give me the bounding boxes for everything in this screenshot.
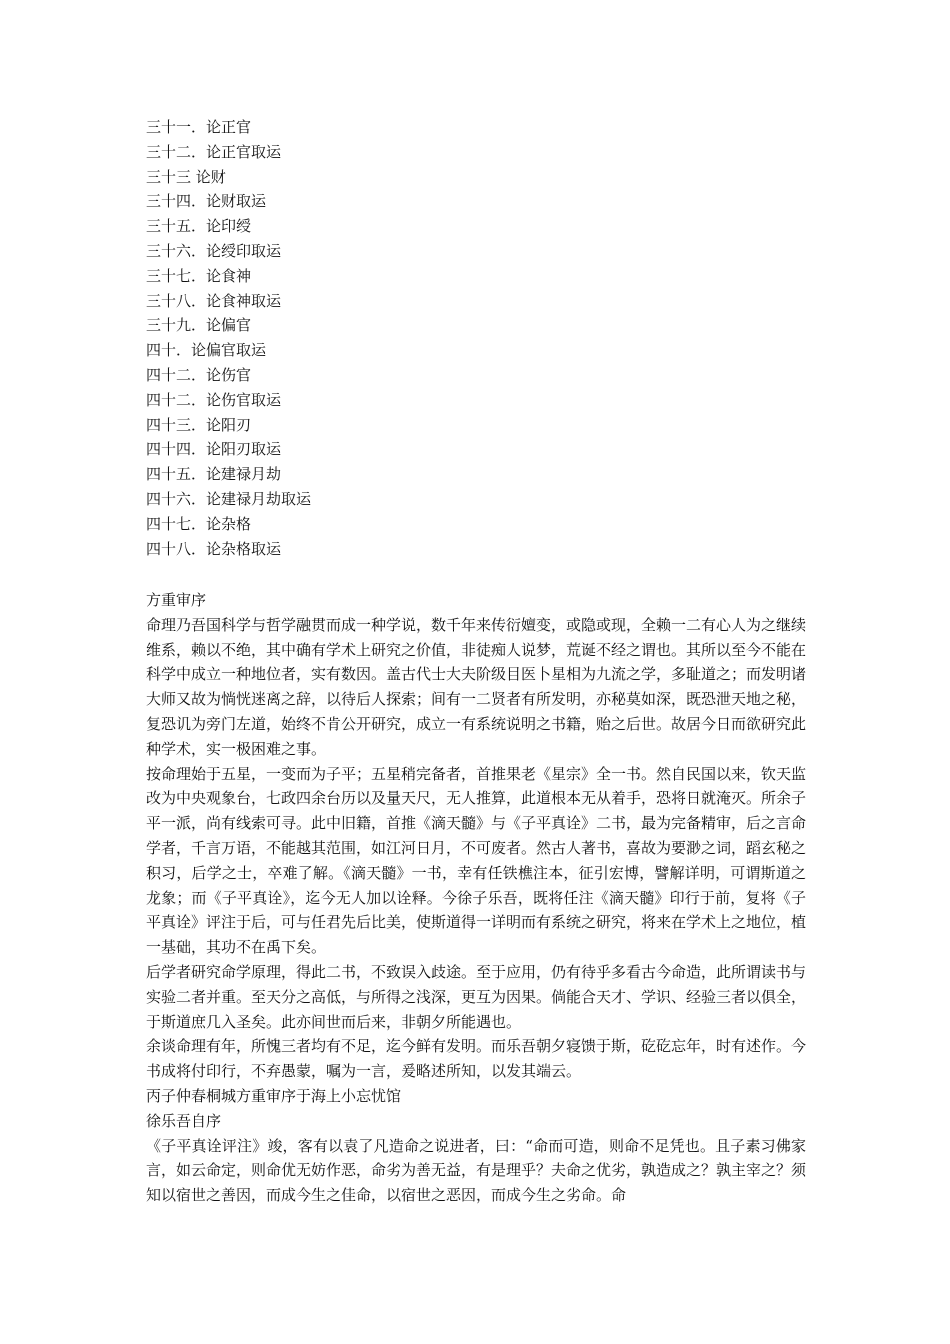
- toc-item: 四十．论偏官取运: [146, 341, 267, 360]
- paragraph: 命理乃吾国科学与哲学融贯而成一种学说，数千年来传衍嬗变，或隐或现，全赖一二有心人为之继续维系，赖以不绝，其中确有学术上研究之价值，非徒痴人说梦，荒诞不经之谓也。其所以至今不能在科学中成立一种地位者，实有数因。盖古代士大夫阶级目医卜星相为九流之学，多耻道之；而发明诸大师又故为惝恍迷离之辞，以待后人探索；间有一二贤者有所发明，亦秘莫如深，既恐泄天地之秘，复恐讥为旁门左道，始终不肯公开研究，成立一有系统说明之书籍，贻之后世。故居今日而欲研究此种学术，实一极困难之事。: [146, 615, 807, 758]
- table-of-contents: [146, 115, 311, 561]
- preface-title: 方重审序: [146, 591, 207, 609]
- preface-title: 徐乐吾自序: [146, 1111, 222, 1130]
- paragraph: 后学者研究命学原理，得此二书，不致误入歧途。至于应用，仍有待乎多看古今命造，此所谓读书与实验二者并重。至天分之高低，与所得之浅深，更互为因果。倘能合天才、学识、经验三者以俱全，于斯道庶几入圣矣。此亦间世而后来，非朝夕所能遇也。: [146, 962, 807, 1031]
- preface-body: [146, 588, 806, 1208]
- toc-item: 三十六．论绶印取运: [146, 241, 282, 260]
- toc-item: 四十五．论建禄月劫: [146, 465, 282, 484]
- paragraph: 按命理始于五星，一变而为子平；五星稍完备者，首推果老《星宗》全一书。然自民国以来，钦天监改为中央观象台，七政四余台历以及量天尺，无人推算，此道根本无从着手，恐将日就淹灭。所余子平一派，尚有线索可寻。此中旧籍，首推《滴天髓》与《子平真诠》二书，最为完备精审，后之言命学者，千言万语，不能越其范围，如江河日月，不可废者。然古人著书，喜故为要渺之词，蹈玄秘之积习，后学之士，卒难了解。《滴天髓》一书，幸有任铁樵注本，征引宏博，譬解详明，可谓斯道之龙象；而《子平真诠》，迄今无人加以诠释。今徐子乐吾，既将任注《滴天髓》印行于前，复将《子平真诠》评注于后，可与任君先后比美，使斯道得一详明而有系统之研究，将来在学术上之地位，植一基础，其功不在禹下矣。: [146, 764, 807, 957]
- toc-item: 三十五．论印绶: [146, 217, 252, 236]
- toc-item: 四十六．论建禄月劫取运: [146, 489, 312, 508]
- toc-item: 四十七．论杂格: [146, 514, 252, 533]
- toc-item: 三十四．论财取运: [146, 192, 267, 211]
- toc-item: 四十四．论阳刃取运: [146, 440, 282, 459]
- preface-signature: 丙子仲春桐城方重审序于海上小忘忧馆: [146, 1086, 402, 1105]
- toc-item: 三十三 论财: [146, 167, 226, 186]
- paragraph: 余谈命理有年，所愧三者均有不足，迄今鲜有发明。而乐吾朝夕寝馈于斯，矻矻忘年，时有述作。今书成将付印行，不弃愚蒙，嘱为一言，爰略述所知，以发其端云。: [146, 1037, 807, 1081]
- toc-item: 四十二．论伤官: [146, 365, 252, 384]
- toc-item: 三十八．论食神取运: [146, 291, 282, 310]
- paragraph: 《子平真诠评注》竣，客有以袁了凡造命之说进者，曰：“命而可造，则命不足凭也。且子素习佛家言，如云命定，则命优无妨作恶，命劣为善无益，有是理乎？夫命之优劣，孰造成之？孰主宰之？须知以宿世之善因，而成今生之佳命，以宿世之恶因，而成今生之劣命。命: [146, 1136, 807, 1205]
- toc-item: 三十一．论正官: [146, 118, 252, 136]
- toc-item: 三十九．论偏官: [146, 316, 252, 335]
- toc-item: 四十三．论阳刃: [146, 415, 252, 434]
- toc-item: 三十七．论食神: [146, 266, 252, 285]
- toc-item: 四十八．论杂格取运: [146, 539, 282, 558]
- toc-item: 三十二．论正官取运: [146, 142, 282, 161]
- toc-item: 四十二．论伤官取运: [146, 390, 282, 409]
